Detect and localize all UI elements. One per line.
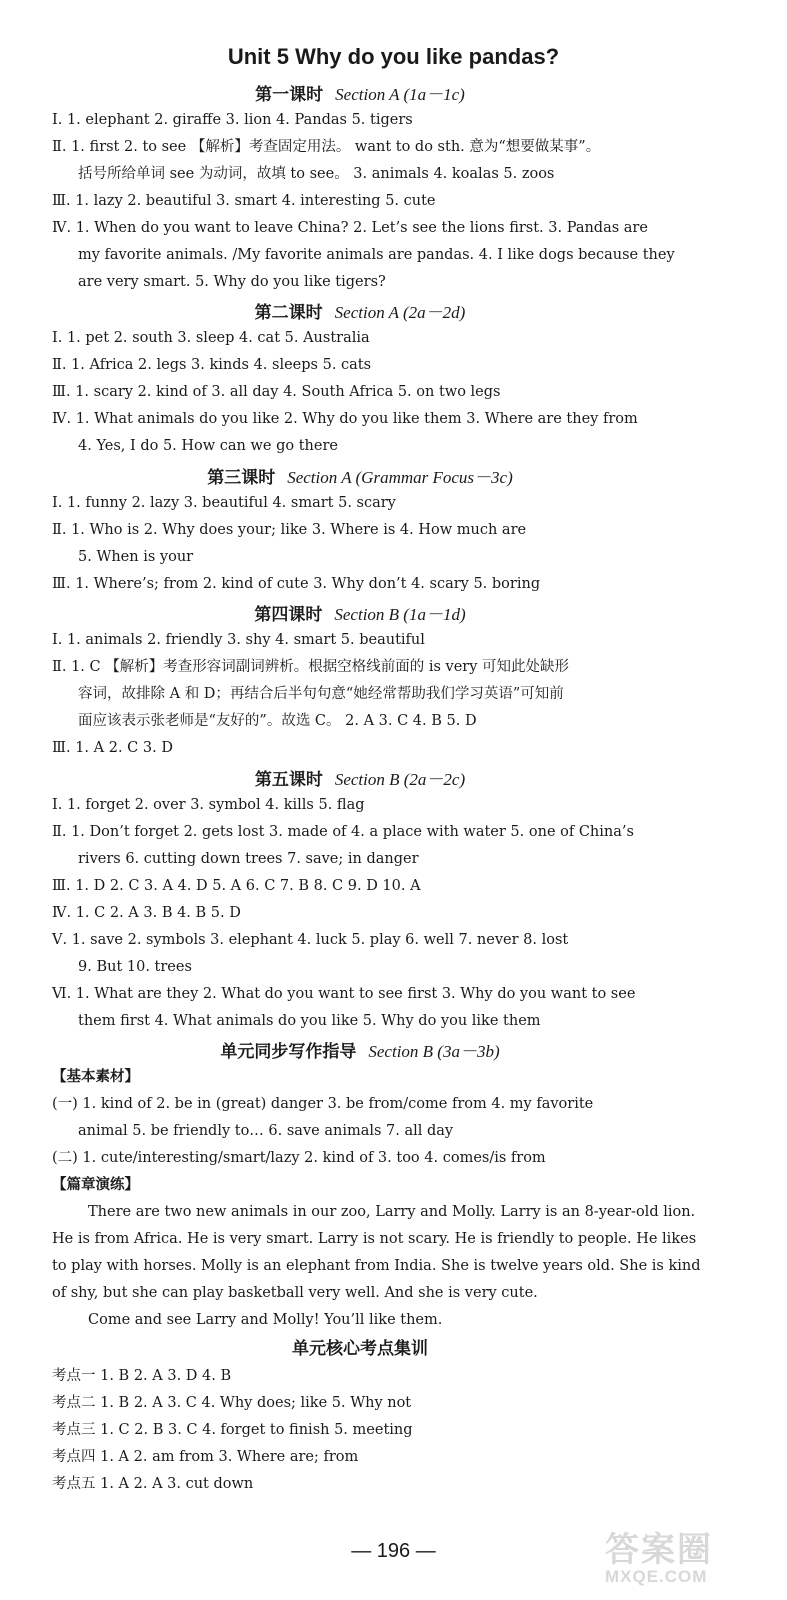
answer-line: Ⅰ. 1. forget 2. over 3. symbol 4. kills 5. flag — [52, 797, 365, 813]
answer-line: 括号所给单词 see 为动词，故填 to see。 3. animals 4. koalas 5. zoos — [78, 166, 555, 182]
page-number: — 196 — — [351, 1540, 436, 1562]
answer-line: Ⅰ. 1. elephant 2. giraffe 3. lion 4. Pandas 5. tigers — [52, 112, 413, 128]
answer-line: my favorite animals. /My favorite animals are pandas. 4. I like dogs because they — [78, 247, 675, 263]
answer-line: Ⅳ. 1. C 2. A 3. B 4. B 5. D — [52, 905, 241, 921]
answer-line: Ⅱ. 1. C 【解析】考查形容词副词辨析。根据空格线前面的 is very 可知此处缺形 — [52, 659, 570, 675]
material-label: 【基本素材】 — [52, 1069, 139, 1085]
essay-line: to play with horses. Molly is an elephant from India. She is twelve years old. She is kind — [52, 1258, 701, 1274]
watermark-logo: 答案圈 MXQE.COM — [605, 1531, 713, 1586]
essay-line: Come and see Larry and Molly! You’ll like them. — [88, 1312, 443, 1328]
section-heading: 第三课时 Section A (Grammar Focus－3c) — [207, 468, 513, 488]
answer-line: Ⅳ. 1. When do you want to leave China? 2. Let’s see the lions first. 3. Pandas are — [52, 220, 648, 236]
answer-line: Ⅴ. 1. save 2. symbols 3. elephant 4. luck 5. play 6. well 7. never 8. lost — [52, 932, 569, 948]
answer-line: 面应该表示张老师是“友好的”。故选 C。 2. A 3. C 4. B 5. D — [78, 713, 477, 729]
answer-line: Ⅱ. 1. Who is 2. Why does your; like 3. Where is 4. How much are — [52, 522, 527, 538]
section-heading: 第二课时 Section A (2a－2d) — [254, 303, 466, 323]
section-heading: 第四课时 Section B (1a－1d) — [254, 605, 466, 625]
section-heading: 第五课时 Section B (2a－2c) — [254, 770, 466, 790]
answer-line: (一) 1. kind of 2. be in (great) danger 3. be from/come from 4. my favorite — [52, 1096, 594, 1112]
answer-line: Ⅱ. 1. Africa 2. legs 3. kinds 4. sleeps 5. cats — [52, 357, 372, 373]
answer-line: (二) 1. cute/interesting/smart/lazy 2. kind of 3. too 4. comes/is from — [52, 1150, 546, 1166]
answer-line: are very smart. 5. Why do you like tigers? — [78, 274, 386, 290]
answer-line: Ⅲ. 1. Where’s; from 2. kind of cute 3. Why don’t 4. scary 5. boring — [52, 576, 541, 592]
section-heading: 单元核心考点集训 — [292, 1339, 428, 1359]
section-heading: 单元同步写作指导 Section B (3a－3b) — [220, 1042, 500, 1062]
answer-line: Ⅲ. 1. A 2. C 3. D — [52, 740, 173, 756]
answer-line: Ⅵ. 1. What are they 2. What do you want to see first 3. Why do you want to see — [52, 986, 636, 1002]
answer-line: 考点二 1. B 2. A 3. C 4. Why does; like 5. Why not — [52, 1395, 412, 1411]
answer-line: 考点三 1. C 2. B 3. C 4. forget to finish 5. meeting — [52, 1422, 413, 1438]
answer-line: Ⅱ. 1. Don’t forget 2. gets lost 3. made of 4. a place with water 5. one of China’s — [52, 824, 634, 840]
practice-label: 【篇章演练】 — [52, 1177, 139, 1193]
answer-line: Ⅱ. 1. first 2. to see 【解析】考查固定用法。 want to do sth. 意为“想要做某事”。 — [52, 139, 601, 155]
section-heading: 第一课时 Section A (1a－1c) — [255, 85, 465, 105]
answer-line: 考点一 1. B 2. A 3. D 4. B — [52, 1368, 232, 1384]
answer-line: animal 5. be friendly to… 6. save animals 7. all day — [78, 1123, 454, 1139]
answer-line: Ⅲ. 1. scary 2. kind of 3. all day 4. South Africa 5. on two legs — [52, 384, 501, 400]
answer-line: 9. But 10. trees — [78, 959, 192, 975]
answer-line: Ⅲ. 1. lazy 2. beautiful 3. smart 4. interesting 5. cute — [52, 193, 436, 209]
unit-title: Unit 5 Why do you like pandas? — [227, 44, 560, 69]
answer-line: 容词，故排除 A 和 D；再结合后半句句意“她经常帮助我们学习英语”可知前 — [78, 686, 564, 702]
answer-line: rivers 6. cutting down trees 7. save; in danger — [78, 851, 419, 867]
essay-line: of shy, but she can play basketball very well. And she is very cute. — [52, 1285, 538, 1301]
answer-line: them first 4. What animals do you like 5. Why do you like them — [78, 1013, 541, 1029]
answer-line: Ⅰ. 1. animals 2. friendly 3. shy 4. smart 5. beautiful — [52, 632, 425, 648]
answer-line: Ⅰ. 1. funny 2. lazy 3. beautiful 4. smart 5. scary — [52, 495, 396, 511]
answer-line: 考点四 1. A 2. am from 3. Where are; from — [52, 1449, 359, 1465]
answer-line: 5. When is your — [78, 549, 194, 565]
essay-line: He is from Africa. He is very smart. Larry is not scary. He is friendly to people. He likes — [52, 1231, 697, 1247]
answer-line: Ⅰ. 1. pet 2. south 3. sleep 4. cat 5. Australia — [52, 330, 370, 346]
answer-line: 考点五 1. A 2. A 3. cut down — [52, 1476, 254, 1492]
answer-line: 4. Yes, I do 5. How can we go there — [78, 438, 338, 454]
answer-line: Ⅳ. 1. What animals do you like 2. Why do you like them 3. Where are they from — [52, 411, 638, 427]
answer-line: Ⅲ. 1. D 2. C 3. A 4. D 5. A 6. C 7. B 8. C 9. D 10. A — [52, 878, 421, 894]
essay-line: There are two new animals in our zoo, Larry and Molly. Larry is an 8-year-old lion. — [88, 1204, 696, 1220]
